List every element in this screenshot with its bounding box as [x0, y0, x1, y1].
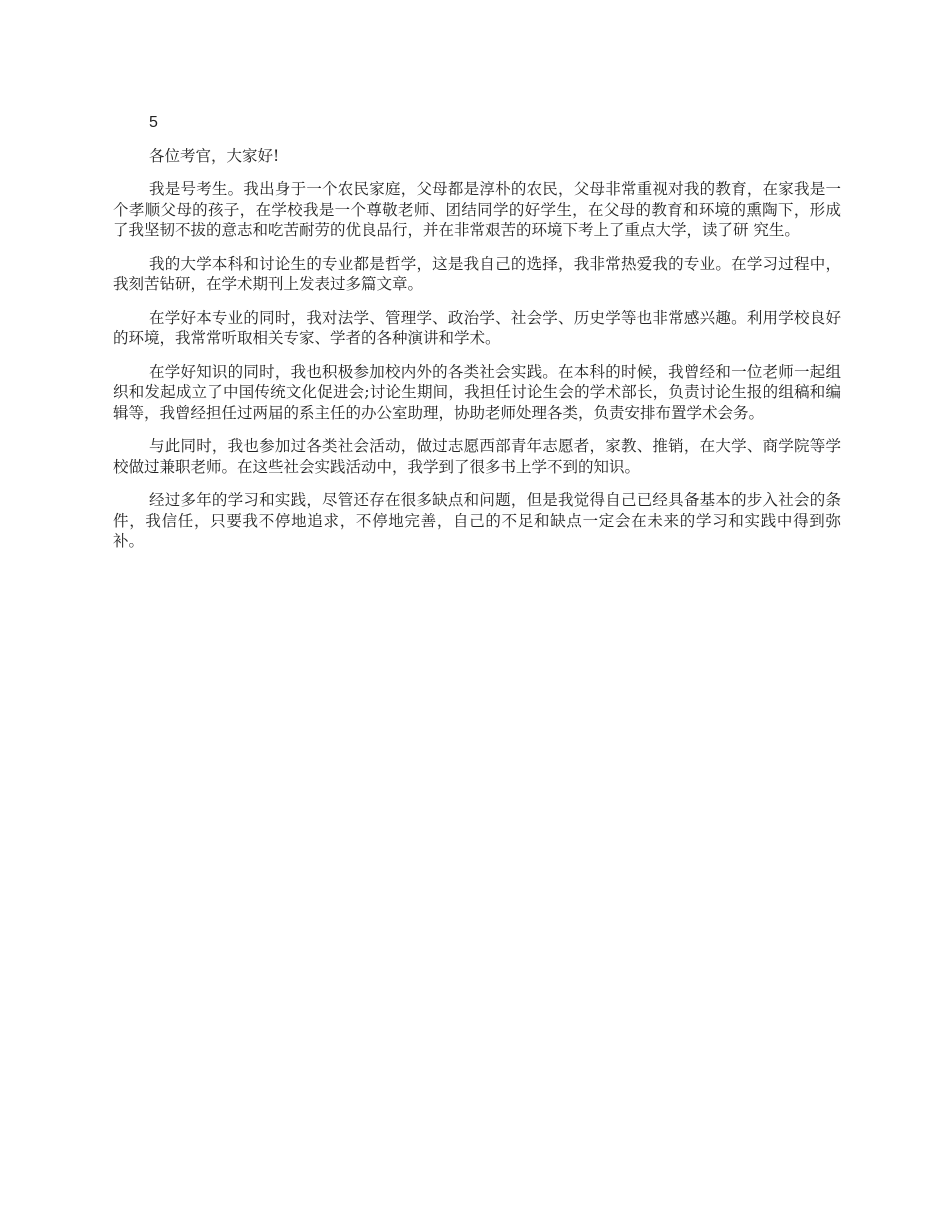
paragraph-practice: 在学好知识的同时，我也积极参加校内外的各类社会实践。在本科的时候，我曾经和一位老师一起组织和发起成立了中国传统文化促进会;讨论生期间，我担任讨论生会的学术部长，负责讨论生报的组稿和编辑等，我曾经担任过两届的系主任的办公室助理，协助老师处理各类，负责安排布置学术会务。 [113, 362, 841, 422]
paragraph-activities: 与此同时，我也参加过各类社会活动，做过志愿西部青年志愿者，家教、推销，在大学、商学院等学校做过兼职老师。在这些社会实践活动中，我学到了很多书上学不到的知识。 [113, 437, 841, 476]
paragraph-intro: 我是号考生。我出身于一个农民家庭，父母都是淳朴的农民，父母非常重视对我的教育，在家我是一个孝顺父母的孩子，在学校我是一个尊敬老师、团结同学的好学生，在父母的教育和环境的熏陶下，形成了我坚韧不拔的意志和吃苦耐劳的优良品行，并在非常艰苦的环境下考上了重点大学，读了研 究生。 [113, 180, 841, 239]
document-body [113, 113, 841, 565]
page-number: 5 [149, 114, 158, 131]
paragraph-conclusion: 经过多年的学习和实践，尽管还存在很多缺点和问题，但是我觉得自己已经具备基本的步入社会的条件，我信任，只要我不停地追求，不停地完善，自己的不足和缺点一定会在未来的学习和实践中得到弥补。 [113, 491, 841, 550]
paragraph-interests: 在学好本专业的同时，我对法学、管理学、政治学、社会学、历史学等也非常感兴趣。利用学校良好的环境，我常常听取相关专家、学者的各种演讲和学术。 [113, 308, 841, 347]
greeting-line: 各位考官，大家好! [149, 146, 280, 165]
paragraph-major: 我的大学本科和讨论生的专业都是哲学，这是我自己的选择，我非常热爱我的专业。在学习过程中，我刻苦钻研，在学术期刊上发表过多篇文章。 [113, 254, 841, 293]
